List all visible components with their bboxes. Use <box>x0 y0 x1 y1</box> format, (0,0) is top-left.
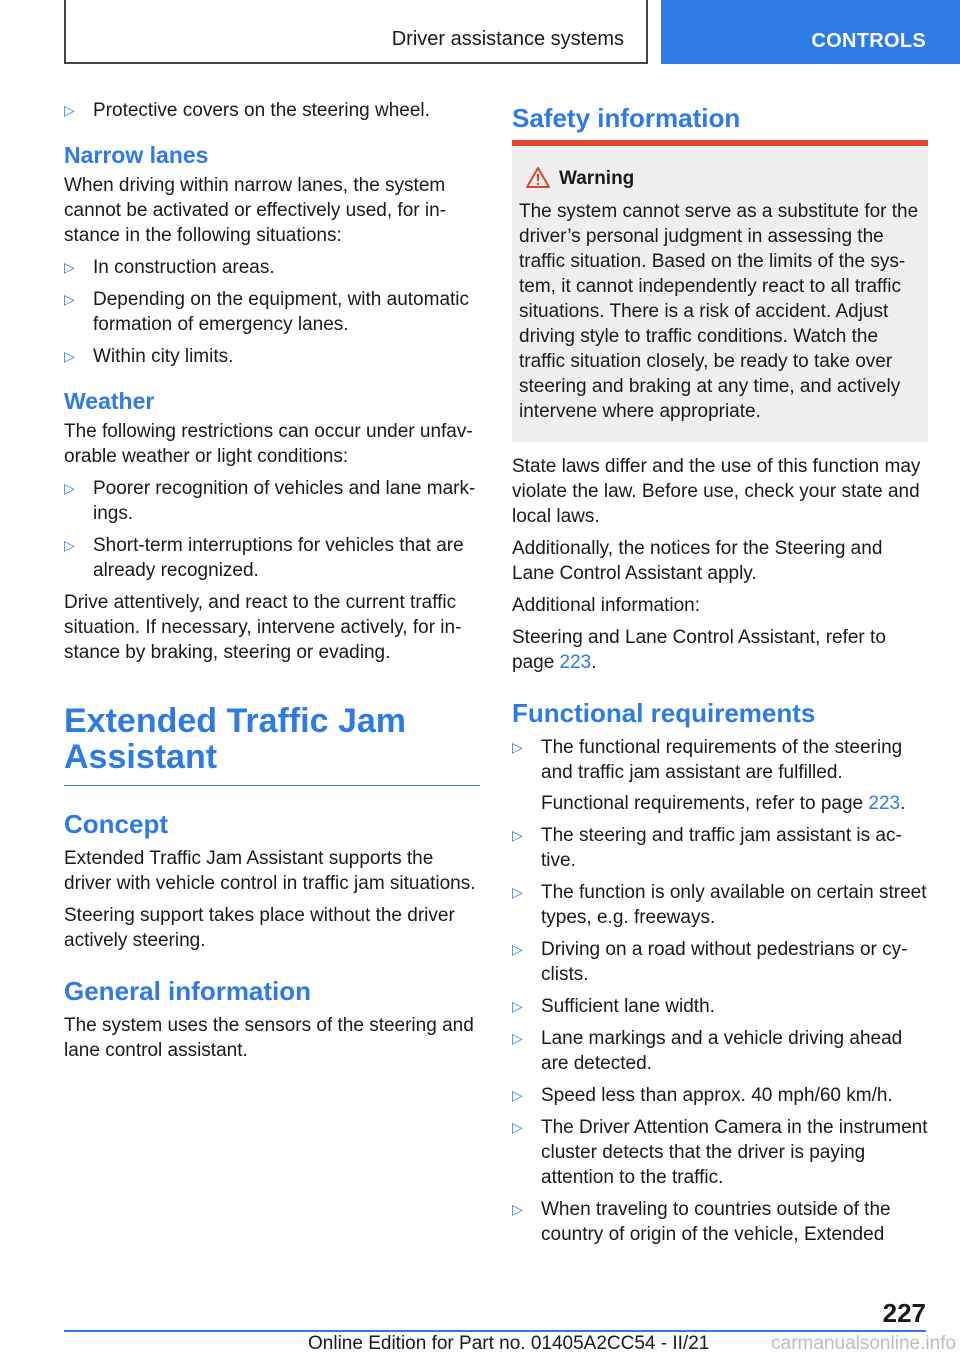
footer-watermark: carmanualsonline.info <box>771 1333 956 1354</box>
list-item: ▷ Within city limits. <box>64 346 234 367</box>
list-item: ▷ Driving on a road without pedestrians or cyclists. <box>512 939 908 985</box>
general-information-heading: General information <box>64 976 312 1006</box>
footer-divider <box>64 1330 926 1332</box>
safety-paragraph-4: Steering and Lane Control Assistant, refer to page 223. <box>512 627 886 673</box>
list-item: ▷ The function is only available on certain street types, e.g. freeways. <box>512 882 927 928</box>
weather-intro: The following restrictions can occur under unfavorable weather or light conditions: <box>64 421 473 467</box>
header-section-title: Driver assistance systems <box>391 28 624 50</box>
bullet-triangle-icon: ▷ <box>512 739 523 755</box>
bullet-triangle-icon: ▷ <box>512 941 523 957</box>
footer-edition: Online Edition for Part no. 01405A2CC54 - II/21 <box>308 1333 710 1354</box>
warning-box <box>512 140 928 442</box>
page-reference-link[interactable]: 223 <box>559 652 592 673</box>
narrow-lanes-list <box>64 255 480 369</box>
bullet-triangle-icon: ▷ <box>64 259 75 275</box>
list-item: ▷ Sufficient lane width. <box>512 996 715 1017</box>
narrow-lanes-intro: When driving within narrow lanes, the system cannot be activated or effectively used, for instance in the following situations: <box>64 175 446 246</box>
header-section-box <box>64 0 648 64</box>
list-item: ▷ When traveling to countries outside of the country of origin of the vehicle, Extended <box>512 1199 891 1245</box>
concept-paragraph-2: Steering support takes place without the driver actively steering. <box>64 905 455 951</box>
safety-information-heading: Safety information <box>512 103 741 133</box>
list-item: ▷ Short-term interruptions for vehicles that are already recognized. <box>64 535 464 581</box>
weather-outro: Drive attentively, and react to the current traffic situation. If necessary, intervene actively, for instance by braking, steering or evading. <box>64 592 462 663</box>
safety-paragraph-1: State laws differ and the use of this function may violate the law. Before use, check your state and local laws. <box>512 456 921 527</box>
warning-triangle-icon <box>525 166 551 189</box>
bullet-triangle-icon: ▷ <box>512 827 523 843</box>
list-item: ▷ The Driver Attention Camera in the instrument cluster detects that the driver is paying attention to the traffic. <box>512 1117 928 1188</box>
list-item: ▷ Depending on the equipment, with automatic formation of emergency lanes. <box>64 289 470 335</box>
bullet-triangle-icon: ▷ <box>512 998 523 1014</box>
left-column <box>64 98 480 1070</box>
list-item: ▷ Lane markings and a vehicle driving ahead are detected. <box>512 1028 903 1074</box>
list-item: ▷ Protective covers on the steering wheel. <box>64 100 430 121</box>
weather-heading: Weather <box>64 388 155 414</box>
general-information-paragraph: The system uses the sensors of the steering and lane control assistant. <box>64 1015 474 1061</box>
bullet-triangle-icon: ▷ <box>512 1119 523 1135</box>
bullet-triangle-icon: ▷ <box>64 102 75 118</box>
functional-requirements-heading: Functional requirements <box>512 698 816 728</box>
page-number: 227 <box>882 1298 926 1328</box>
concept-paragraph-1: Extended Traffic Jam Assistant supports the driver with vehicle control in traffic jam situations. <box>64 848 476 894</box>
page-reference-link[interactable]: 223 <box>868 793 901 814</box>
bullet-triangle-icon: ▷ <box>64 537 75 553</box>
safety-paragraph-3: Additional information: <box>512 595 700 616</box>
list-item-subtext: Functional requirements, refer to page 223. <box>541 793 906 814</box>
warning-text: The system cannot serve as a substitute for the driver’s personal judgment in assessing the traffic situation. Based on the limits of the system, it cannot independently react to all traffic situations. There is a risk of accident. Adjust driving style to traffic conditions. Watch the traffic situation closely, be ready to take over steering and braking at any time, and actively intervene where appropriate. <box>519 201 919 422</box>
bullet-triangle-icon: ▷ <box>64 480 75 496</box>
bullet-triangle-icon: ▷ <box>512 1201 523 1217</box>
list-item: ▷ Poorer recognition of vehicles and lane markings. <box>64 478 476 524</box>
bullet-triangle-icon: ▷ <box>64 291 75 307</box>
chapter-title: Extended Traffic Jam Assistant <box>64 703 480 786</box>
bullet-triangle-icon: ▷ <box>64 348 75 364</box>
bullet-triangle-icon: ▷ <box>512 884 523 900</box>
header-chapter-label: CONTROLS <box>811 30 926 52</box>
safety-paragraph-2: Additionally, the notices for the Steering and Lane Control Assistant apply. <box>512 538 883 584</box>
top-bullet-list <box>64 98 480 123</box>
concept-heading: Concept <box>64 809 168 839</box>
header-chapter-tab <box>661 0 960 64</box>
bullet-triangle-icon: ▷ <box>512 1087 523 1103</box>
list-item: ▷ In construction areas. <box>64 257 275 278</box>
right-column <box>512 98 928 1254</box>
list-item: ▷ Speed less than approx. 40 mph/60 km/h. <box>512 1085 893 1106</box>
narrow-lanes-heading: Narrow lanes <box>64 142 209 168</box>
list-item: ▷ The steering and traffic jam assistant is active. <box>512 825 902 871</box>
warning-title: Warning <box>519 166 922 191</box>
list-item: ▷ The functional requirements of the steering and traffic jam assistant are fulfilled. Functional requirements, refer to page 223. <box>512 735 928 816</box>
weather-list <box>64 476 480 583</box>
bullet-triangle-icon: ▷ <box>512 1030 523 1046</box>
functional-requirements-list <box>512 735 928 1247</box>
